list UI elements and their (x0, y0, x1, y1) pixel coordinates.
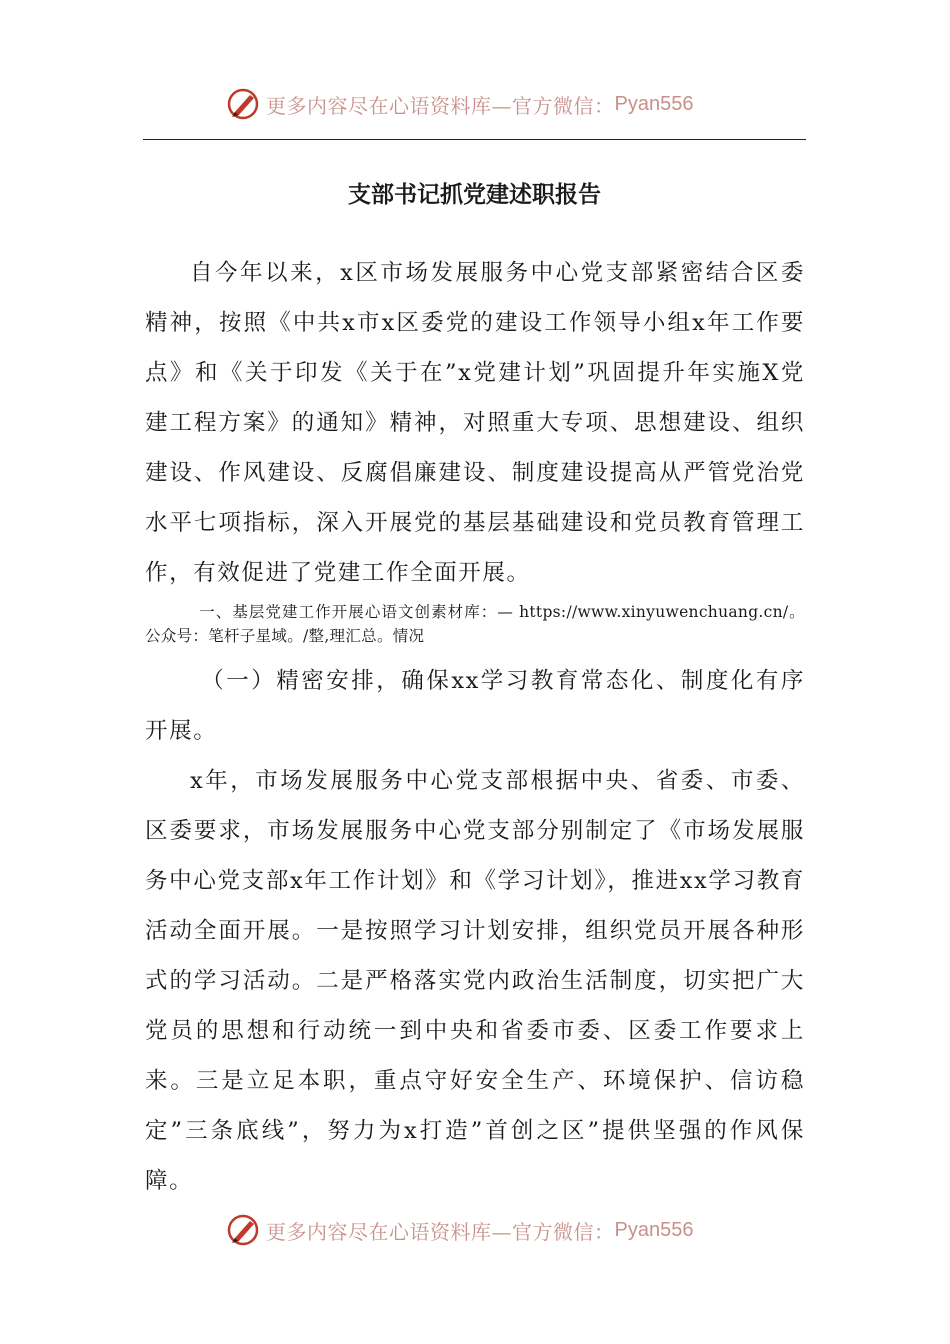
header-watermark (226, 84, 693, 124)
pen-logo-icon (226, 86, 262, 122)
paragraph-intro: 自今年以来，x区市场发展服务中心党支部紧密结合区委精神，按照《中共x市x区委党的建设工作领导小组x年工作要点》和《关于印发《关于在”x党建计划”巩固提升年实施X党建工程方案》的通知》精神，对照重大专项、思想建设、组织建设、作风建设、反腐倡廉建设、制度建设提高从严管党治党水平七项指标，深入开展党的基层基础建设和党员教育管理工作，有效促进了党建工作全面开展。 (145, 260, 805, 586)
paragraph-body: x年，市场发展服务中心党支部根据中央、省委、市委、区委要求，市场发展服务中心党支部分别制定了《市场发展服务中心党支部x年工作计划》和《学习计划》，推进xx学习教育活动全面开展。一是按照学习计划安排，组织党员开展各种形式的学习活动。二是严格落实党内政治生活制度，切实把广大党员的思想和行动统一到中央和省委市委、区委工作要求上来。三是立足本职，重点守好安全生产、环境保护、信访稳定”三条底线”，努力为x打造”首创之区”提供坚强的作风保障。 (145, 768, 805, 1194)
watermark-wechat-id: Pyan556 (614, 92, 694, 115)
header-rule (143, 139, 806, 140)
paragraph-subheading: （一）精密安排，确保xx学习教育常态化、制度化有序开展。 (145, 668, 805, 744)
paragraph-section-heading: 一、基层党建工作开展心语文创素材库：— https://www.xinyuwenchuang.cn/。公众号：笔杆子星域。/整,理汇总。情况 (145, 603, 805, 645)
document-title: 支部书记抓党建述职报告 (348, 181, 601, 208)
pen-logo-icon (226, 1212, 262, 1248)
footer-watermark (226, 1210, 693, 1250)
document-body (145, 248, 805, 1206)
watermark-text: 更多内容尽在心语资料库—官方微信： (266, 93, 615, 118)
watermark-wechat-id: Pyan556 (614, 1218, 694, 1241)
watermark-text: 更多内容尽在心语资料库—官方微信： (266, 1219, 615, 1244)
